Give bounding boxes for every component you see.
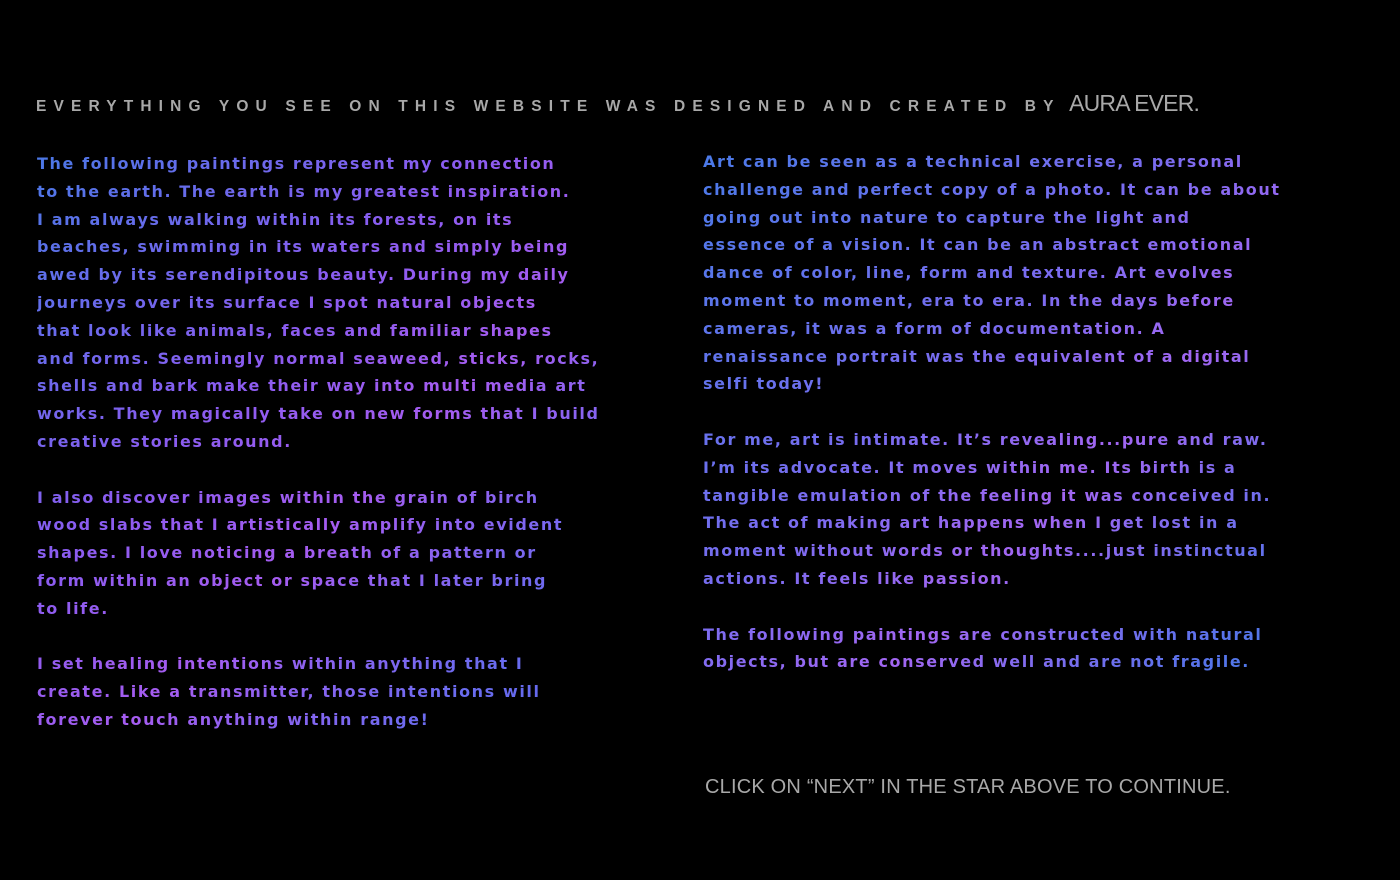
site-credit-text: EVERYTHING YOU SEE ON THIS WEBSITE WAS DESIGNED AND CREATED BY	[36, 98, 1061, 115]
statement-paragraph: I also discover images within the grain of birch wood slabs that I artistically amplify into evident shapes. I love noticing a breath of a pattern or form within an object or space that I later bring to life.	[37, 487, 564, 618]
statement-paragraph: For me, art is intimate. It’s revealing...pure and raw. I’m its advocate. It moves within me. Its birth is a tangible emulation of the feeling it was conceived in. The act of making art happens when I get lost in a moment without words or thoughts....just instinctual actions. It feels like passion.	[703, 429, 1272, 588]
artist-name: AURA EVER.	[1069, 90, 1200, 116]
statement-paragraph: The following paintings are constructed with natural objects, but are conserved well and are not fragile.	[703, 624, 1263, 672]
artist-statement-left-column	[37, 150, 637, 762]
statement-paragraph: The following paintings represent my connection to the earth. The earth is my greatest inspiration. I am always walking within its forests, on its beaches, swimming in its waters and simply being awed by its serendipitous beauty. During my daily journeys over its surface I spot natural objects that look like animals, faces and familiar shapes and forms. Seemingly normal seaweed, sticks, rocks, shells and bark make their way into multi media art works. They magically take on new forms that I build creative stories around.	[37, 154, 600, 451]
statement-paragraph: Art can be seen as a technical exercise, a personal challenge and perfect copy of a photo. It can be about going out into nature to capture the light and essence of a vision. It can be an abstract emotional dance of color, line, form and texture. Art evolves moment to moment, era to era. In the days before cameras, it was a form of documentation. A renaissance portrait was the equivalent of a digital selfi today!	[703, 152, 1281, 394]
site-credit-line	[36, 90, 1336, 117]
artist-statement-right-column	[703, 148, 1323, 704]
statement-paragraph: I set healing intentions within anything that I create. Like a transmitter, those intentions will forever touch anything within range!	[37, 654, 541, 729]
continue-instruction: CLICK ON “NEXT” IN THE STAR ABOVE TO CONTINUE.	[705, 776, 1231, 798]
